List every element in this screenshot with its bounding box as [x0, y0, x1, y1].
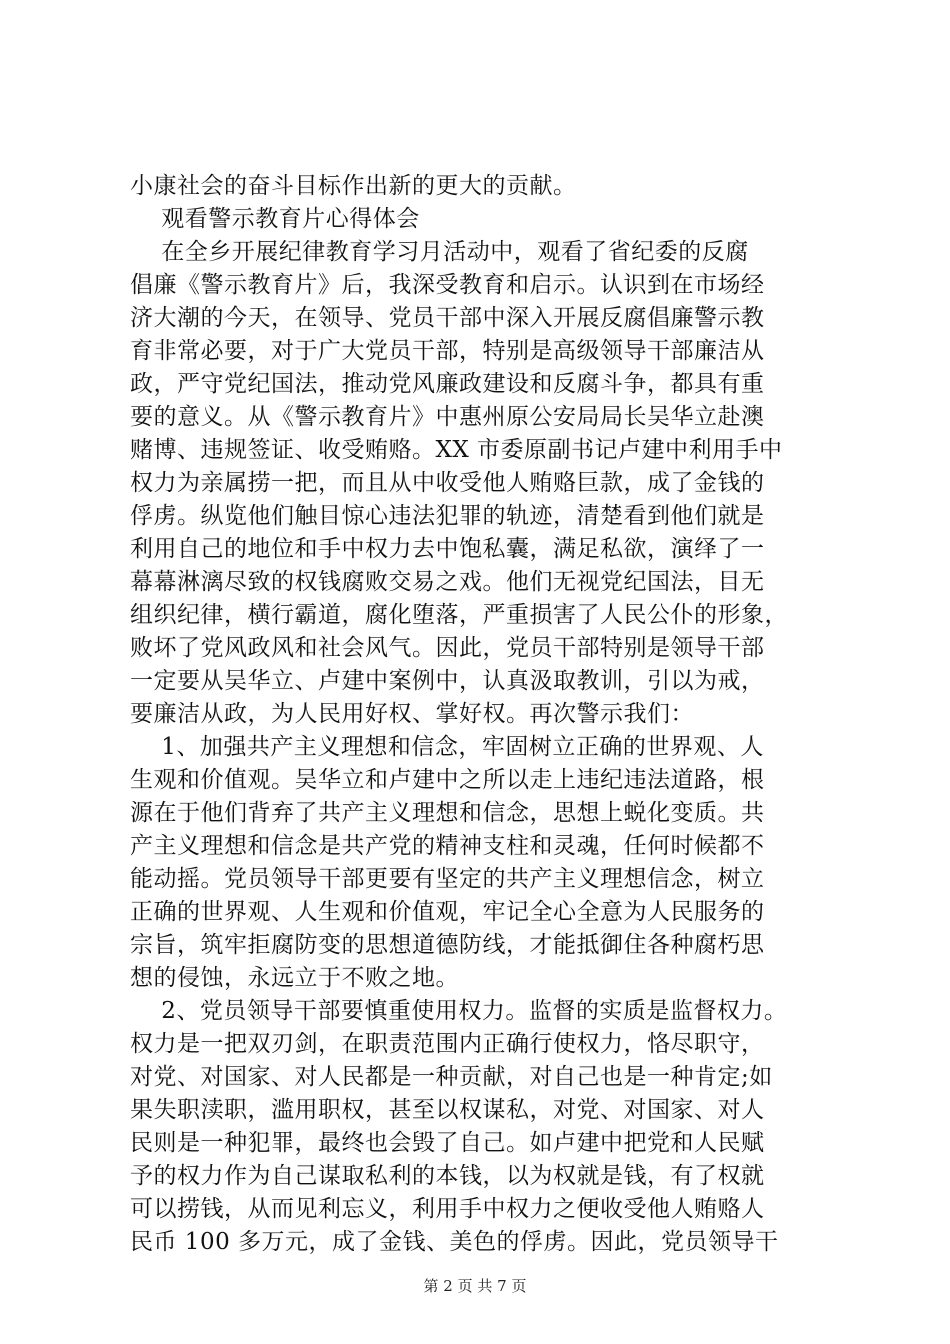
text-line: 予的权力作为自己谋取私利的本钱，以为权就是钱，有了权就	[130, 1163, 765, 1189]
page-number: 第 2 页 共 7 页	[423, 1277, 527, 1295]
text-line: 正确的世界观、人生观和价值观，牢记全心全意为人民服务的	[130, 899, 765, 925]
text-line: 小康社会的奋斗目标作出新的更大的贡献。	[130, 173, 577, 199]
text-line: 要的意义。从《警示教育片》中惠州原公安局局长吴华立赴澳	[130, 404, 765, 430]
text-line: 济大潮的今天，在领导、党员干部中深入开展反腐倡廉警示教	[130, 305, 765, 331]
text-line: 可以捞钱，从而见利忘义，利用手中权力之便收受他人贿赂人	[130, 1196, 765, 1222]
text-line: 利用自己的地位和手中权力去中饱私囊，满足私欲，演绎了一	[130, 536, 765, 562]
text-line: 幕幕淋漓尽致的权钱腐败交易之戏。他们无视党纪国法，目无	[130, 569, 765, 595]
text-line: 一定要从吴华立、卢建中案例中，认真汲取教训，引以为戒，	[130, 668, 765, 694]
text-line: 在全乡开展纪律教育学习月活动中，观看了省纪委的反腐	[130, 239, 749, 265]
text-line: 要廉洁从政，为人民用好权、掌好权。再次警示我们：	[130, 701, 694, 727]
text-line: 源在于他们背弃了共产主义理想和信念，思想上蜕化变质。共	[130, 800, 765, 826]
text-line: 能动摇。党员领导干部更要有坚定的共产主义理想信念，树立	[130, 866, 765, 892]
text-line: 赌博、违规签证、收受贿赂。XX 市委原副书记卢建中利用手中	[130, 437, 783, 463]
text-line: 育非常必要，对于广大党员干部，特别是高级领导干部廉洁从	[130, 338, 765, 364]
text-line: 俘虏。纵览他们触目惊心违法犯罪的轨迹，清楚看到他们就是	[130, 503, 765, 529]
text-line: 想的侵蚀，永远立于不败之地。	[130, 965, 459, 991]
text-line: 对党、对国家、对人民都是一种贡献，对自己也是一种肯定;如	[130, 1064, 773, 1090]
section-title: 观看警示教育片心得体会	[130, 206, 420, 232]
page-footer	[0, 1276, 950, 1296]
text-line: 倡廉《警示教育片》后，我深受教育和启示。认识到在市场经	[130, 272, 765, 298]
text-line: 果失职渎职，滥用职权，甚至以权谋私，对党、对国家、对人	[130, 1097, 765, 1123]
text-line: 生观和价值观。吴华立和卢建中之所以走上违纪违法道路，根	[130, 767, 765, 793]
text-line: 败坏了党风政风和社会风气。因此，党员干部特别是领导干部	[130, 635, 765, 661]
text-line: 宗旨，筑牢拒腐防变的思想道德防线，才能抵御住各种腐朽思	[130, 932, 765, 958]
document-body	[130, 170, 830, 1259]
text-line: 民币 100 多万元，成了金钱、美色的俘虏。因此，党员领导干	[130, 1229, 779, 1255]
text-line: 组织纪律，横行霸道，腐化堕落，严重损害了人民公仆的形象，	[130, 602, 788, 628]
text-line: 民则是一种犯罪，最终也会毁了自己。如卢建中把党和人民赋	[130, 1130, 765, 1156]
text-line: 1、加强共产主义理想和信念，牢固树立正确的世界观、人	[130, 734, 764, 760]
text-line: 政，严守党纪国法，推动党风廉政建设和反腐斗争，都具有重	[130, 371, 765, 397]
text-line: 权力是一把双刃剑，在职责范围内正确行使权力，恪尽职守，	[130, 1031, 765, 1057]
text-line: 2、党员领导干部要慎重使用权力。监督的实质是监督权力。	[130, 998, 788, 1024]
text-line: 产主义理想和信念是共产党的精神支柱和灵魂，任何时候都不	[130, 833, 765, 859]
text-line: 权力为亲属捞一把，而且从中收受他人贿赂巨款，成了金钱的	[130, 470, 765, 496]
